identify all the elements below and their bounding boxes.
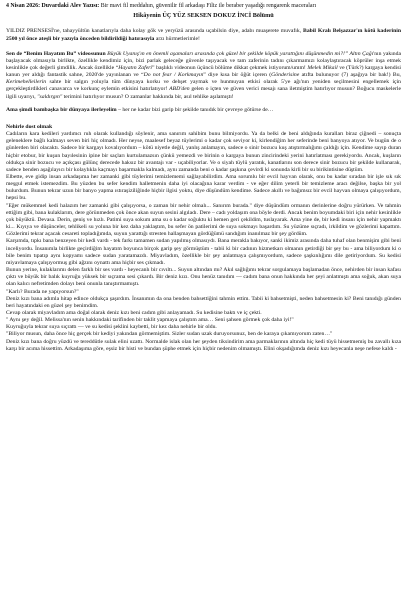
story-paragraph: Cadıların kara kedileri yardımcı ruh olarak kullandığı söylenir, ama sanırım sahibim bunu bilmiyordu. Ya da belki de beni aldığında kuralları biraz çiğnedi – sonuçta geleneklere bağlı kalmayı seven biri hiç olmadı. Her neyse, maalesef beyaz tüylerimi o kadar çok seviyor ki, kirlendiğim her seferinde beni banyoya atıyor. Ve bugün de o günlerden biri olacaktı. Sadece bir kargayı kovalıyordum – kötü niyetle değil, yanlış anlamayın, sadece o sinir bozucu kuş atıştırmalığımı çaldığı için. Kendime sayıp duran hiçbir etobur, bir kuşun bayılesinin ipine bir saçları kurtulamazsın çünkü yemezdi ve birinin o kargaya bunun zincirindeki yerini hatırlatması gerekiyordu. Ancak, kuşların oldukça sinir bozucu ve açıkçası gülünç derecede haksız bir avantajı var - uçabiliyorlar. Ve o siyah tüylü yaratık, kanatlarını son derece sinir bozucu bir şekilde kullanarak, sadece benden aşağılayıcı bir kolaylıkla kaçmayı başarmakla kalmadı, aynı zamanda beni o kadar şaşkına çevirdi ki sonunda kirli bir su birikintisine düştüm. xyxy=(6,131,401,173)
video-paragraph-l: atıfta bulunuyor (7) aşağıya bir bak!) Bu, xyxy=(299,72,401,79)
intro-plain-text: YILDIZ PRENSESİ'ne, tahayyültün kanatlarıyla daha kolay gök ve yeryüzü arasında uçabilsin diye, adabı muaşerete muvafık, xyxy=(6,28,304,35)
story-paragraph: Elbette, eve gidip insan arkadaşıma her zamanki gibi tüylerimi temizlememi sağlayabilirdim. Ama sorumlu bir evcil hayvan olarak, onu bu kadar sıradan bir işle sık sık meşgul etmek istemezdim. Bu yüzden bu sefer kendim halletmenin daha iyi olacağına karar verdim - ve eğer dilim yeterli bir temizleme aracı değilse, başka bir yol bulurdum. Bunun tekrar uzun bir banyo yapma ıstıraşiziliğinde hiçbir ilgisi yoktu, diye düşündüm kendime. Sadece akıllı ve bağımsız bir evcil hayvan olmaya çalışıyordum, hepsi bu. xyxy=(6,174,401,202)
chapter-title: Hikâyenin ÜÇ YÜZ SEKSEN DOKUZ İNCİ Bölümü xyxy=(133,12,274,20)
transition-bold: Ama şimdi bambaşka bir dünyaya ilerleyelim xyxy=(6,106,117,113)
video-paragraph-h: ve (Türk?) kargaya kendisi kanun yer aldığı fantastik sahne, 2020'de yayınlanan ve “ xyxy=(6,64,401,79)
story-paragraph: Cevap olarak miyavladım ama doğal olarak deniz kızı beni cadım gibi anlayamadı. Su kedisine baktı ve iç çekti. xyxy=(6,309,262,316)
intro-tail-text: arzı hürmetlerimle! xyxy=(154,35,200,42)
video-paragraph-e: Hayatın Zaferi xyxy=(118,64,153,71)
video-paragraph-b: Büyük Uyanış'ın en önemli aşamaları arasında çok güzel bir şekilde köpük yarattığını düşünmedin mi?!” xyxy=(105,50,350,57)
video-paragraph-n: sahte bir salgın yoluyla tüm dünyaya korku ve dehşet yaymak ve hunmuyan etkisi olarak 5'ye ağı'nın yeniden seçilmesini engellemek için gerçekleştirdikleri canavarca ve korkunç eylemin etkisini hatırlatıyor! xyxy=(6,79,401,93)
video-paragraph-lead: Sen de “Benim Hayatım Bu” videosunun xyxy=(6,50,106,57)
video-paragraph-o: ABD'den xyxy=(169,86,190,93)
section-heading: Nehirle dost olmak xyxy=(6,123,53,130)
transition-rest: – her ne kadar bizi garip bir şekilde tanıdık bir çevreye götürse de… xyxy=(116,106,274,113)
story-paragraph: Karşımda, tıpkı bana benzeyen bir kedi vardı - tek farkı tamamen sudan yapılmış olmasıydı. Bana merakla bakıyor, sanki ikimiz arasında daha tuhaf olan benmişim gibi beni inceliyordu. İnsanımla birlikte geçirdiğim hayatım boyunca birçok garip şey görmüştüm - tabii ki bir cadının hizmetkarı olmanın getirdiği bir şey bu - ama biliyordum ki o bile benim tıpatıp aynı kopyamı sadece sudan yaratamazdı. Miyavladım, özellikle bir şey anlatmaya çalışmıyordum, sadece şaşkınlığımı dile getiriyordum. Su kedisi miyavlamaya çalışıyormuş gibi ağzını oynattı ama hiçbir ses çıkmadı. xyxy=(6,238,401,266)
video-paragraph-c: Altın Çağı xyxy=(349,50,374,57)
story-paragraph: Kuyruğuyla tekrar suya sıçrattı — ve su kedisi şeklini kaybetti, bir kez daha nehirle bir oldu. xyxy=(6,324,217,331)
video-paragraph-q: "saldırgın" xyxy=(37,93,63,100)
spacer xyxy=(6,114,401,120)
video-paragraph-p: gelen o içten ve güven verici mesajı sana iletmiştim hatırlıyor musun? Boğucu maskelerle ilgili uyarıyı, xyxy=(6,86,401,100)
video-paragraph-m: Kerimehelleilerin xyxy=(6,79,47,86)
intro-paragraph xyxy=(6,28,401,42)
video-paragraph-k: Gönderisine xyxy=(271,72,300,79)
video-paragraph xyxy=(6,51,401,101)
story-paragraph: Deniz kızı bana doğru yüzdü ve tereddütle sulak elini uzattı. Normalde islak olan her şeyden tiksindirim ama parmaklarının altında hiç kedi tüyü hissetmemiş bu zavallı kıza karşı bir acıma hissettim. Arkadaşıma göre, eşsiz bir histi ve bundan şüphe etmek için hiçbir nedenim olmamıştı. Elini okşadığımda deniz kızı heyecanla neşe nefese kaldı - xyxy=(6,338,401,352)
video-paragraph-r: terimini hatırlıyor musun? O zamanlar hakkında bir, asıl tehlike aşılamıştı! xyxy=(62,93,234,100)
transition-paragraph xyxy=(6,107,401,114)
video-paragraph-i: Do not fear / Korkmayın xyxy=(143,72,204,79)
video-paragraph-f: ” başlıklı videonun üçüncü bölüme dikkat çekmek istiyorum/umm! xyxy=(152,64,308,71)
intro-bold-text: Babil Kralı Belşazzar'ın kötü kaderinin 2500 yıl önce ateşli bir yazıyla önceden bildirildiği hatırasıyla xyxy=(6,28,401,42)
story-paragraph: Bunun yerine, kulaklarımı delen farklı bir ses vardı - heyecanlı bir cıvıltı... Suyun altından mı? Akıl sağlığımı tekrar sorgulamaya başlamadan önce, nehirden bir insan kafası çıktı ve büyük bir balık kuyruğu yüksek bir sıçrama sesi çıkardı. Bir deniz kızı. Onu henüz tanıdım — cadım bana onun hakkında her şeyi anlatmıştı ama soğuk, akan suya olan kalıcı nefretimden dolayı beni onunla tanıştırmamıştı. xyxy=(6,267,401,288)
video-paragraph-j: ” diye kısa bir öğüt içeren ( xyxy=(203,72,272,79)
story-paragraph: Deniz kızı bana adımla hitap edince oldukça şaşırdım. İnsanımın da ona benden bahsettiğini tahmin ettim. Tabii ki bahsetmişti, neden bahsetmesin ki? Beni tanıdığı günden beri hayatındaki en güzel şey benimdim. xyxy=(6,295,401,309)
video-paragraph-g: Melek Mikail xyxy=(307,64,338,71)
story-paragraph: "Karlı? Burada ne yapıyorsun?" xyxy=(6,288,79,295)
header-date-title: 4 Nisan 2026: Duvardaki Alev Yazısı: xyxy=(6,3,100,9)
story-paragraph: "Biliyor musun, daha önce hiç gerçek bir kediyi yakından görmemiştim. Sizler sudan uzak duruyorsunuz, ben de karaya çıkamıyorum zaten…" xyxy=(6,331,333,338)
page-header xyxy=(6,3,401,10)
video-paragraph-d: 'nın yakında başlayacak olmasıyla birlikte, özellikle kendimiz için, bizi parlak geleceğe güvenle taşıyacak ve tam zaferinin tadını çıkarmamızı kolaylaştıracak köprüler inşa etmek kesinlikle çok değerli şimdilik. Ancak özellikle “ xyxy=(6,50,401,71)
story-paragraph: "Eğer mükemmel kedi halazım her zamanki gibi çalışıyorsa, o zaman bir nehir olmalı... Sanırım burada." diye düşündüm ormanın derinlerine doğru yürürken. Ve tahmin ettiğim gibi, bana kulaklarım, dere görünmeden çok önce akan suyun sesini algıladı. Dere – cadı yoldaşım ona böyle derdi. Ancak benim boyumdaki biri için nehir kesinlikle çok büyüktü. Devasa. Derin, geniş ve hızlı. Patimi suya sokum ama su o kadar soğuktu ki hemen geri çekildim, tuslayarak. Ama yine de, bir kedi insanı için nehir yapmaktı ki... Kıyıya ve düşünceler, tehlikeli su yoluna bir kez daha yaklaştım, bu sefer ön patilerimi de suya sokmayı başardım. Su yüzüme sıçradı, irkildim ve gözlerimi kapattım. Gözlerimi tekrar açacak cesareti topladığımda, suyun yarattığı stresten hallaşmayan gördüğümü sandığım inanılmaz bir şey gördüm. xyxy=(6,202,401,238)
header-description: Bir mavi fil meddahın, güvenilir fil arkadaşı Filiz ile beraber yaşadığı rengarenk maceraları xyxy=(99,3,317,9)
story-body xyxy=(6,131,401,353)
story-paragraph: " Aynı şey değil. Melissa'nın senin hakkındaki tarifinden bir taklit yapmaya çalıştım ama… Seni şahsen görmek çok daha iyi!" xyxy=(6,317,294,324)
spacer xyxy=(6,43,401,51)
